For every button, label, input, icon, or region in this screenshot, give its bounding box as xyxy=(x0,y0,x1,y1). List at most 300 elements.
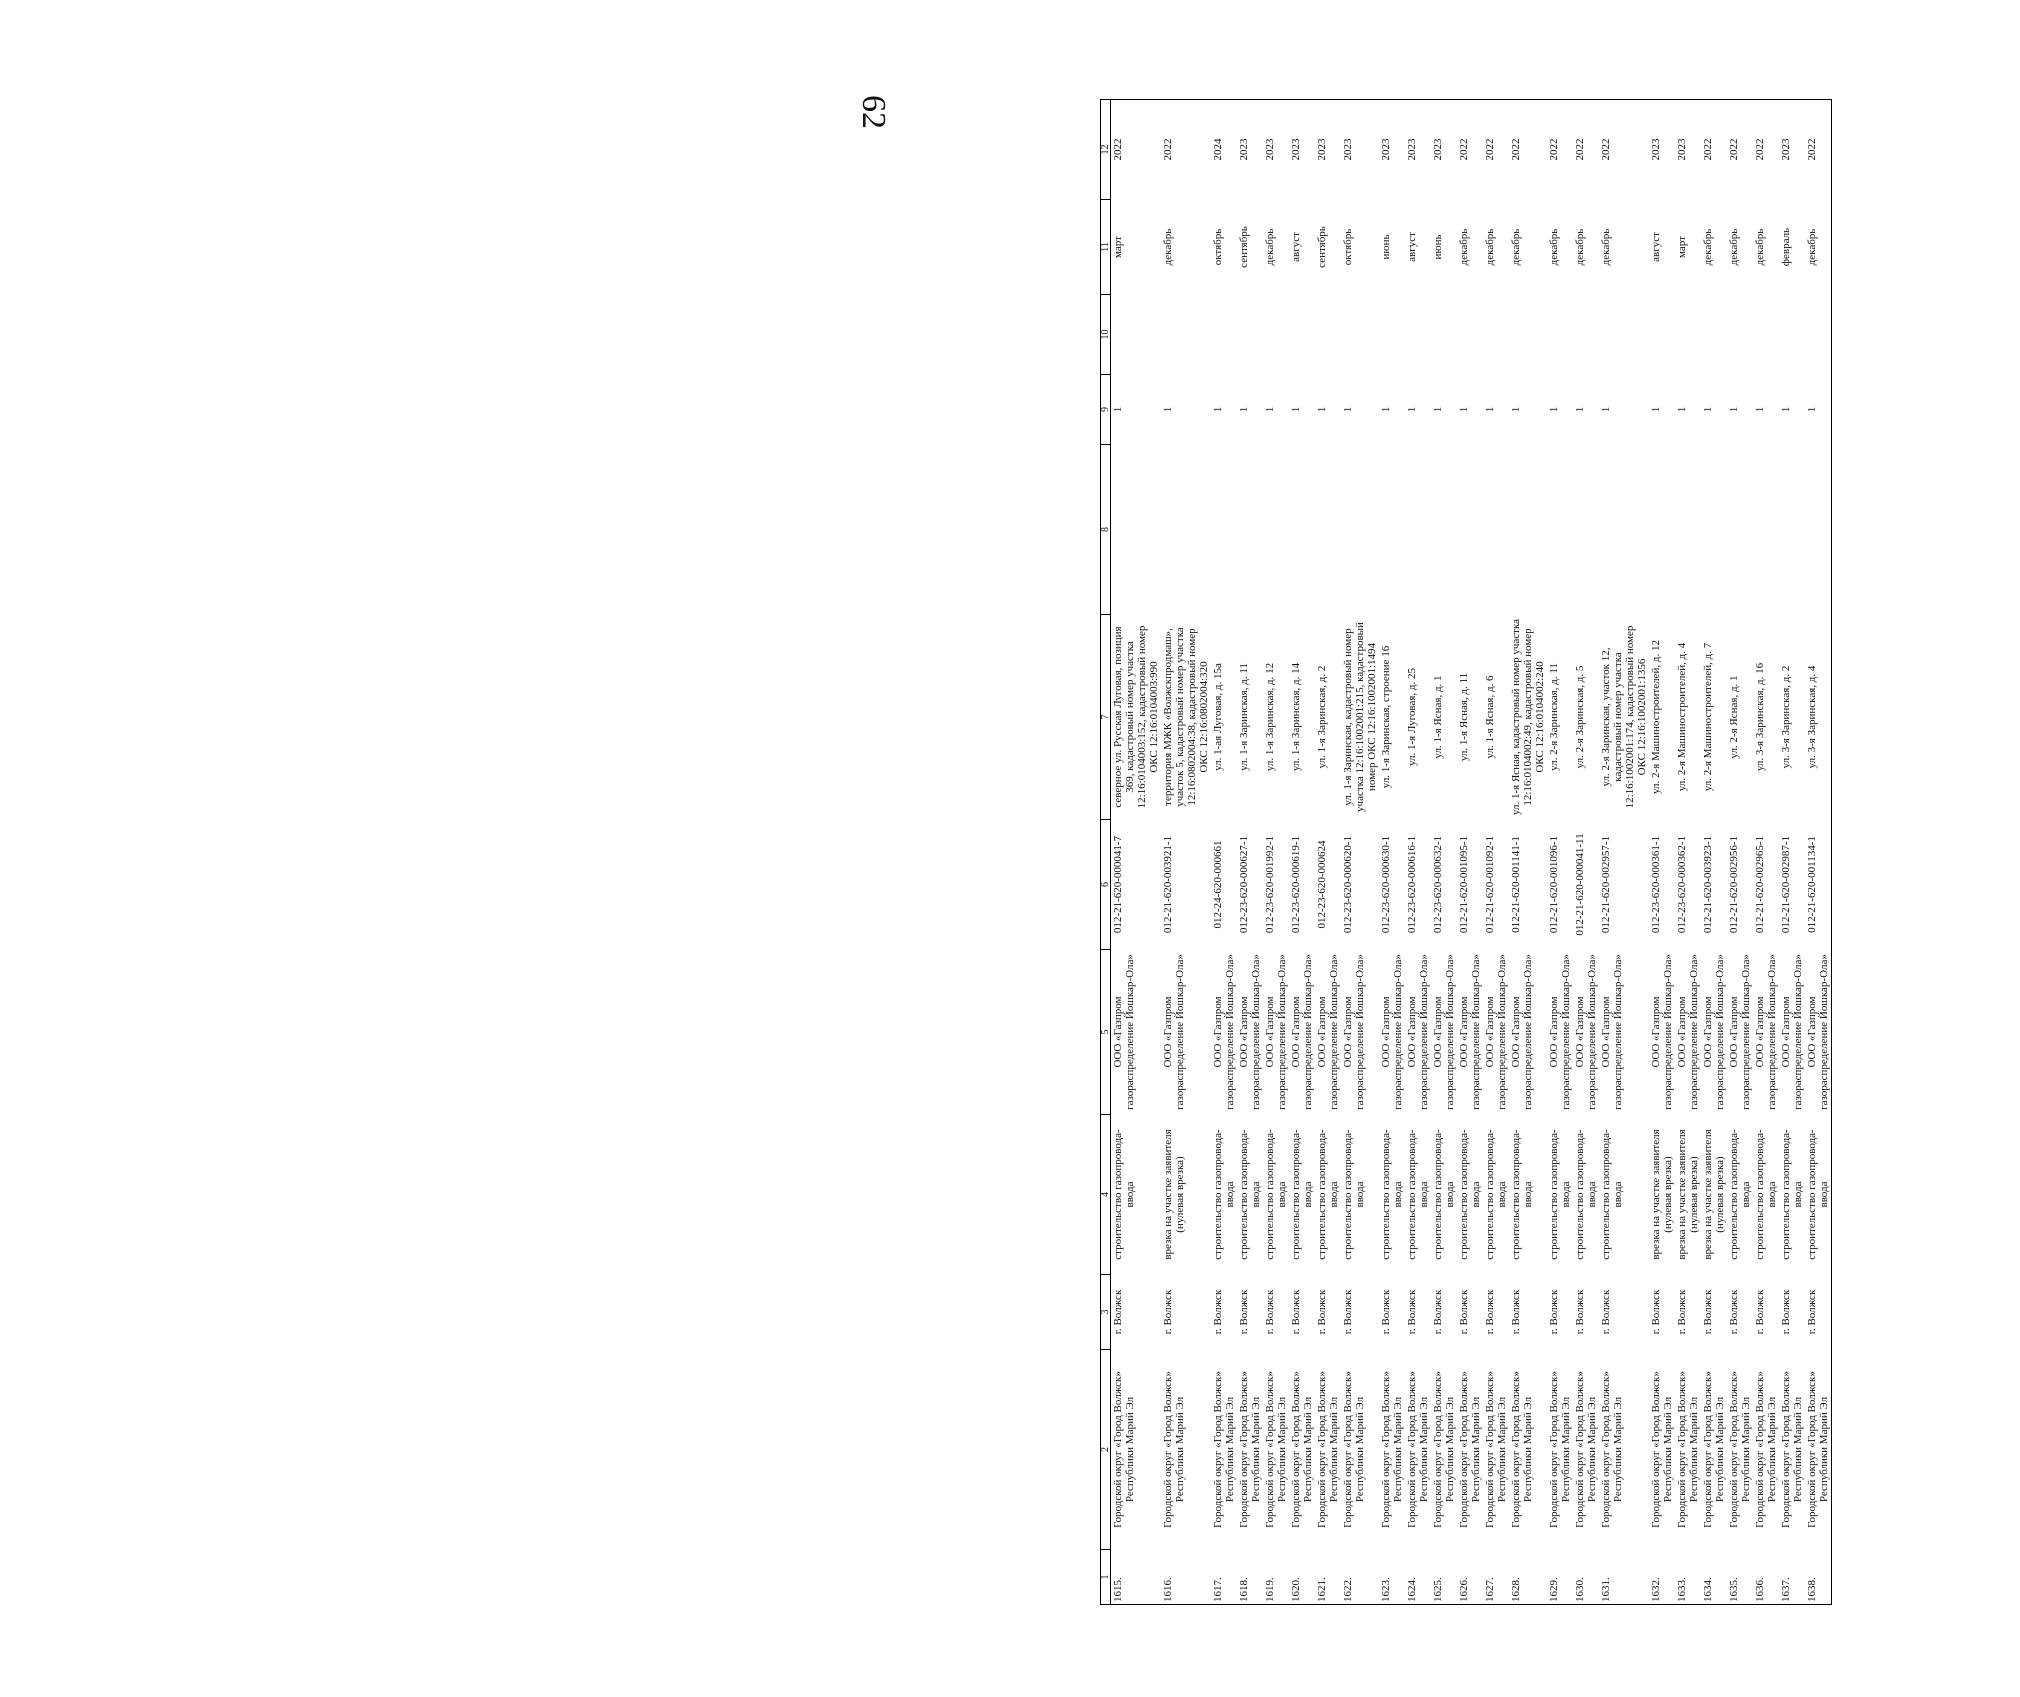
year: 2022 xyxy=(1457,100,1483,200)
col-8 xyxy=(1779,445,1805,615)
month: август xyxy=(1650,232,1662,262)
row-number: 1616. xyxy=(1161,1550,1211,1605)
address: ул. 1-ая Луговая, д. 15а xyxy=(1212,663,1224,771)
request-code: 012-23-620-000624 xyxy=(1316,840,1328,929)
city: г. Волжск xyxy=(1264,1289,1276,1335)
request-code: 012-21-620-002965-1 xyxy=(1754,835,1766,934)
work-type: строительство газопровода-ввода xyxy=(1484,1129,1508,1260)
company-name: ООО «Газпром газораспределение Йошкар-Ола» xyxy=(1676,954,1700,1110)
city: г. Волжск xyxy=(1290,1289,1302,1335)
col-8 xyxy=(1111,445,1162,615)
col-8 xyxy=(1753,445,1779,615)
company-name: ООО «Газпром газораспределение Йошкар-Ола» xyxy=(1600,954,1624,1110)
year: 2022 xyxy=(1727,100,1753,200)
col-8 xyxy=(1263,445,1289,615)
city: г. Волжск xyxy=(1342,1289,1354,1335)
year: 2022 xyxy=(1701,100,1727,200)
request-code: 012-21-620-001141-1 xyxy=(1510,836,1522,933)
company-name: ООО «Газпром газораспределение Йошкар-Ола» xyxy=(1754,954,1778,1110)
request-code: 012-21-620-001095-1 xyxy=(1458,835,1470,934)
address: ул. 1-я Заринская, д. 14 xyxy=(1290,662,1302,772)
col-8 xyxy=(1675,445,1701,615)
col-10 xyxy=(1405,295,1431,375)
company-name: ООО «Газпром газораспределение Йошкар-Ола» xyxy=(1238,954,1262,1110)
quantity: 1 xyxy=(1676,406,1688,413)
col-8 xyxy=(1211,445,1237,615)
quantity: 1 xyxy=(1650,406,1662,413)
work-type: строительство газопровода-ввода xyxy=(1548,1129,1572,1260)
work-type: строительство газопровода-ввода xyxy=(1574,1129,1598,1260)
work-type: строительство газопровода-ввода xyxy=(1780,1129,1804,1260)
quantity: 1 xyxy=(1112,406,1124,413)
year: 2022 xyxy=(1805,100,1832,200)
company-name: ООО «Газпром газораспределение Йошкар-Ола» xyxy=(1780,954,1804,1110)
col-8 xyxy=(1701,445,1727,615)
quantity: 1 xyxy=(1406,406,1418,413)
municipality: Городской округ «Город Волжск» Республики Марий Эл xyxy=(1484,1371,1508,1528)
request-code: 012-21-620-002956-1 xyxy=(1728,835,1740,934)
row-number: 1626. xyxy=(1457,1550,1483,1605)
col-header-8: 8 xyxy=(1101,445,1111,615)
address: ул. 2-я Заринская, д. 5 xyxy=(1574,665,1586,769)
table-row xyxy=(1483,100,1509,1605)
city: г. Волжск xyxy=(1805,1275,1832,1350)
month: декабрь xyxy=(1548,228,1560,266)
col-10 xyxy=(1431,295,1457,375)
address: ул. 3-я Заринская, д. 16 xyxy=(1754,662,1766,772)
month: декабрь xyxy=(1702,228,1714,266)
work-type: строительство газопровода-ввода xyxy=(1458,1129,1482,1260)
table-row xyxy=(1779,100,1805,1605)
col-10 xyxy=(1161,295,1211,375)
table-row xyxy=(1805,100,1832,1605)
year: 2022 xyxy=(1509,100,1547,200)
month: октябрь xyxy=(1212,228,1224,266)
month: март xyxy=(1676,236,1688,258)
year: 2022 xyxy=(1573,100,1599,200)
col-8 xyxy=(1805,445,1832,615)
col-header-10: 10 xyxy=(1101,295,1111,375)
address: ул. 3-я Заринская, д. 4 xyxy=(1805,615,1832,820)
request-code: 012-21-620-003923-1 xyxy=(1702,835,1714,934)
year: 2022 xyxy=(1111,100,1162,200)
month: декабрь xyxy=(1754,228,1766,266)
municipality: Городской округ «Город Волжск» Республики Марий Эл xyxy=(1780,1371,1804,1528)
month: декабрь xyxy=(1264,228,1276,266)
table-row xyxy=(1753,100,1779,1605)
col-8 xyxy=(1289,445,1315,615)
col-10 xyxy=(1111,295,1162,375)
city: г. Волжск xyxy=(1510,1289,1522,1335)
quantity: 1 xyxy=(1484,406,1496,413)
municipality: Городской округ «Город Волжск» Республики Марий Эл xyxy=(1754,1371,1778,1528)
work-type: строительство газопровода-ввода xyxy=(1754,1129,1778,1260)
col-8 xyxy=(1573,445,1599,615)
address: ул. 1-я Луговая, д. 25 xyxy=(1406,668,1418,766)
address: северное ул. Русская Луговая, позиция 369, кадастровый номер участка 12:16:0104003:152, кадастровый номер ОКС 12:16:0104003:990 xyxy=(1112,625,1160,809)
col-10 xyxy=(1263,295,1289,375)
quantity: 1 xyxy=(1510,406,1522,413)
col-8 xyxy=(1341,445,1379,615)
municipality: Городской округ «Город Волжск» Республики Марий Эл xyxy=(1548,1371,1572,1528)
year: 2023 xyxy=(1289,100,1315,200)
col-10 xyxy=(1509,295,1547,375)
table-row xyxy=(1547,100,1573,1605)
municipality: Городской округ «Город Волжск» Республики Марий Эл xyxy=(1290,1371,1314,1528)
row-number: 1618. xyxy=(1237,1550,1263,1605)
request-code: 012-23-620-000630-1 xyxy=(1380,835,1392,934)
quantity: 1 xyxy=(1548,406,1560,413)
city: г. Волжск xyxy=(1600,1289,1612,1335)
row-number: 1630. xyxy=(1573,1550,1599,1605)
company-name: ООО «Газпром газораспределение Йошкар-Ола» xyxy=(1650,954,1674,1110)
month: декабрь xyxy=(1600,228,1612,266)
row-number: 1634. xyxy=(1701,1550,1727,1605)
year: 2023 xyxy=(1649,100,1675,200)
year: 2022 xyxy=(1753,100,1779,200)
year: 2023 xyxy=(1431,100,1457,200)
request-code: 012-21-620-003921-1 xyxy=(1162,835,1174,934)
col-10 xyxy=(1753,295,1779,375)
city: г. Волжск xyxy=(1162,1289,1174,1335)
table-row xyxy=(1341,100,1379,1605)
address: ул. 3-я Заринская, д. 2 xyxy=(1780,665,1792,769)
city: г. Волжск xyxy=(1574,1289,1586,1335)
table-row xyxy=(1701,100,1727,1605)
city: г. Волжск xyxy=(1238,1289,1250,1335)
request-code: 012-23-620-000619-1 xyxy=(1290,835,1302,934)
quantity: 1 xyxy=(1702,406,1714,413)
table-row xyxy=(1111,100,1162,1605)
row-number: 1629. xyxy=(1547,1550,1573,1605)
month: октябрь xyxy=(1342,228,1354,266)
quantity: 1 xyxy=(1264,406,1276,413)
month: сентябрь xyxy=(1238,226,1250,268)
quantity: 1 xyxy=(1342,406,1354,413)
col-10 xyxy=(1457,295,1483,375)
company-name: ООО «Газпром газораспределение Йошкар-Ола» xyxy=(1112,954,1136,1110)
city: г. Волжск xyxy=(1432,1289,1444,1335)
row-number: 1620. xyxy=(1289,1550,1315,1605)
column-number-row xyxy=(1101,100,1111,1605)
year: 2023 xyxy=(1779,100,1805,200)
quantity: 1 xyxy=(1458,406,1470,413)
month: декабрь xyxy=(1728,228,1740,266)
col-10 xyxy=(1599,295,1649,375)
row-number: 1619. xyxy=(1263,1550,1289,1605)
city: г. Волжск xyxy=(1484,1289,1496,1335)
request-code: 012-23-620-001992-1 xyxy=(1264,835,1276,934)
company-name: ООО «Газпром газораспределение Йошкар-Ола» xyxy=(1342,954,1366,1110)
table-row xyxy=(1211,100,1237,1605)
row-number: 1621. xyxy=(1315,1550,1341,1605)
year: 2023 xyxy=(1405,100,1431,200)
municipality: Городской округ «Город Волжск» Республики Марий Эл xyxy=(1264,1371,1288,1528)
municipality: Городской округ «Город Волжск» Республики Марий Эл xyxy=(1574,1371,1598,1528)
request-code: 012-21-620-000041-7 xyxy=(1112,835,1124,934)
company-name: ООО «Газпром газораспределение Йошкар-Ола» xyxy=(1805,950,1832,1115)
company-name: ООО «Газпром газораспределение Йошкар-Ола» xyxy=(1458,954,1482,1110)
col-header-6: 6 xyxy=(1101,820,1111,950)
company-name: ООО «Газпром газораспределение Йошкар-Ола» xyxy=(1406,954,1430,1110)
company-name: ООО «Газпром газораспределение Йошкар-Ола» xyxy=(1212,954,1236,1110)
col-header-5: 5 xyxy=(1101,950,1111,1115)
row-number: 1631. xyxy=(1599,1550,1649,1605)
request-code: 012-21-620-001092-1 xyxy=(1484,835,1496,934)
table-row xyxy=(1289,100,1315,1605)
municipality: Городской округ «Город Волжск» Республики Марий Эл xyxy=(1432,1371,1456,1528)
col-8 xyxy=(1599,445,1649,615)
work-type: строительство газопровода-ввода xyxy=(1316,1129,1340,1260)
work-type: строительство газопровода-ввода xyxy=(1805,1115,1832,1275)
col-10 xyxy=(1341,295,1379,375)
address: ул. 1-я Заринская, д. 11 xyxy=(1238,663,1250,771)
col-10 xyxy=(1573,295,1599,375)
municipality: Городской округ «Город Волжск» Республики Марий Эл xyxy=(1805,1350,1832,1550)
company-name: ООО «Газпром газораспределение Йошкар-Ола» xyxy=(1510,954,1534,1110)
work-type: строительство газопровода-ввода xyxy=(1432,1129,1456,1260)
month: март xyxy=(1112,236,1124,258)
table-row xyxy=(1161,100,1211,1605)
col-header-11: 11 xyxy=(1101,200,1111,295)
table-row xyxy=(1509,100,1547,1605)
row-number: 1633. xyxy=(1675,1550,1701,1605)
address: ул. 1-я Заринская, кадастровый номер участка 12:16:1002001:215, кадастровый номер ОКС 12:16:1002001:1494 xyxy=(1342,622,1378,812)
city: г. Волжск xyxy=(1406,1289,1418,1335)
col-header-4: 4 xyxy=(1101,1115,1111,1275)
address: ул. 1-я Заринская, д. 12 xyxy=(1264,662,1276,772)
request-code: 012-23-620-000361-1 xyxy=(1650,835,1662,934)
company-name: ООО «Газпром газораспределение Йошкар-Ола» xyxy=(1162,954,1186,1110)
row-number: 1632. xyxy=(1649,1550,1675,1605)
year: 2023 xyxy=(1263,100,1289,200)
col-header-7: 7 xyxy=(1101,615,1111,820)
row-number: 1635. xyxy=(1727,1550,1753,1605)
quantity: 1 xyxy=(1238,406,1250,413)
work-type: врезка на участке заявителя (нулевая врезка) xyxy=(1162,1129,1186,1260)
month: июнь xyxy=(1432,234,1444,260)
work-type: строительство газопровода-ввода xyxy=(1212,1129,1236,1260)
col-10 xyxy=(1675,295,1701,375)
year: 2022 xyxy=(1483,100,1509,200)
month: декабрь xyxy=(1484,228,1496,266)
table-row xyxy=(1727,100,1753,1605)
work-type: строительство газопровода-ввода xyxy=(1112,1129,1136,1260)
municipality: Городской округ «Город Волжск» Республики Марий Эл xyxy=(1510,1371,1534,1528)
city: г. Волжск xyxy=(1548,1289,1560,1335)
work-type: строительство газопровода-ввода xyxy=(1238,1129,1262,1260)
table-row xyxy=(1649,100,1675,1605)
row-number: 1623. xyxy=(1379,1550,1405,1605)
month: август xyxy=(1406,232,1418,262)
work-type: врезка на участке заявителя (нулевая врезка) xyxy=(1676,1129,1700,1260)
work-type: строительство газопровода-ввода xyxy=(1510,1129,1534,1260)
month: июнь xyxy=(1380,234,1392,260)
col-10 xyxy=(1727,295,1753,375)
year: 2023 xyxy=(1675,100,1701,200)
col-8 xyxy=(1315,445,1341,615)
quantity: 1 xyxy=(1212,406,1224,413)
city: г. Волжск xyxy=(1650,1289,1662,1335)
month: декабрь xyxy=(1574,228,1586,266)
month: декабрь xyxy=(1458,228,1470,266)
col-10 xyxy=(1701,295,1727,375)
quantity: 1 xyxy=(1316,406,1328,413)
col-8 xyxy=(1379,445,1405,615)
col-header-2: 2 xyxy=(1101,1350,1111,1550)
table-row xyxy=(1263,100,1289,1605)
page-number: 62 xyxy=(855,95,892,129)
year: 2023 xyxy=(1315,100,1341,200)
row-number: 1638. xyxy=(1805,1550,1832,1605)
col-header-9: 9 xyxy=(1101,375,1111,445)
city: г. Волжск xyxy=(1702,1289,1714,1335)
year: 2022 xyxy=(1161,100,1211,200)
request-code: 012-23-620-000627-1 xyxy=(1238,835,1250,934)
address: ул. 2-я Машиностроителей, д. 12 xyxy=(1650,640,1662,794)
quantity: 1 xyxy=(1780,406,1792,413)
city: г. Волжск xyxy=(1212,1289,1224,1335)
company-name: ООО «Газпром газораспределение Йошкар-Ола» xyxy=(1380,954,1404,1110)
table-row xyxy=(1675,100,1701,1605)
row-number: 1615. xyxy=(1111,1550,1162,1605)
table-row xyxy=(1431,100,1457,1605)
work-type: строительство газопровода-ввода xyxy=(1342,1129,1366,1260)
address: ул. 2-я Машиностроителей, д. 7 xyxy=(1702,642,1714,792)
request-code: 012-23-620-000620-1 xyxy=(1342,835,1354,934)
address: ул. 2-я Ясная, д. 1 xyxy=(1728,675,1740,759)
year: 2022 xyxy=(1599,100,1649,200)
work-type: строительство газопровода-ввода xyxy=(1264,1129,1288,1260)
row-number: 1628. xyxy=(1509,1550,1547,1605)
city: г. Волжск xyxy=(1380,1289,1392,1335)
municipality: Городской округ «Город Волжск» Республики Марий Эл xyxy=(1650,1371,1674,1528)
col-8 xyxy=(1547,445,1573,615)
municipality: Городской округ «Город Волжск» Республики Марий Эл xyxy=(1162,1371,1186,1528)
row-number: 1625. xyxy=(1431,1550,1457,1605)
city: г. Волжск xyxy=(1754,1289,1766,1335)
company-name: ООО «Газпром газораспределение Йошкар-Ола» xyxy=(1702,954,1726,1110)
request-code: 012-21-620-002957-1 xyxy=(1600,835,1612,934)
quantity: 1 xyxy=(1432,406,1444,413)
col-8 xyxy=(1237,445,1263,615)
company-name: ООО «Газпром газораспределение Йошкар-Ола» xyxy=(1484,954,1508,1110)
municipality: Городской округ «Город Волжск» Республики Марий Эл xyxy=(1238,1371,1262,1528)
city: г. Волжск xyxy=(1316,1289,1328,1335)
col-8 xyxy=(1405,445,1431,615)
company-name: ООО «Газпром газораспределение Йошкар-Ола» xyxy=(1728,954,1752,1110)
col-10 xyxy=(1779,295,1805,375)
month: август xyxy=(1290,232,1302,262)
company-name: ООО «Газпром газораспределение Йошкар-Ола» xyxy=(1290,954,1314,1110)
col-10 xyxy=(1547,295,1573,375)
work-type: строительство газопровода-ввода xyxy=(1290,1129,1314,1260)
request-code: 012-23-620-000362-1 xyxy=(1676,835,1688,934)
quantity: 1 xyxy=(1290,406,1302,413)
month: декабрь xyxy=(1510,228,1522,266)
table-row xyxy=(1573,100,1599,1605)
address: ул. 2-я Заринская, участок 12, кадастровый номер участка 12:16:1002001:174, кадастровый номер ОКС 12:16:1002001:1356 xyxy=(1600,625,1648,809)
row-number: 1637. xyxy=(1779,1550,1805,1605)
col-8 xyxy=(1649,445,1675,615)
municipality: Городской округ «Город Волжск» Республики Марий Эл xyxy=(1380,1371,1404,1528)
company-name: ООО «Газпром газораспределение Йошкар-Ола» xyxy=(1316,954,1340,1110)
municipality: Городской округ «Город Волжск» Республики Марий Эл xyxy=(1316,1371,1340,1528)
city: г. Волжск xyxy=(1780,1289,1792,1335)
request-code: 012-23-620-000632-1 xyxy=(1432,835,1444,934)
col-10 xyxy=(1379,295,1405,375)
address: территория МЖК «Волжскпродмаш», участок 5, кадастровый номер участка 12:16:0802004:38, кадастровый номер ОКС 12:16:0802004:320 xyxy=(1162,627,1210,807)
municipality: Городской округ «Город Волжск» Республики Марий Эл xyxy=(1406,1371,1430,1528)
row-number: 1622. xyxy=(1341,1550,1379,1605)
month: декабрь xyxy=(1805,200,1832,295)
work-type: врезка на участке заявителя (нулевая врезка) xyxy=(1650,1129,1674,1260)
municipality: Городской округ «Город Волжск» Республики Марий Эл xyxy=(1458,1371,1482,1528)
col-8 xyxy=(1457,445,1483,615)
municipality: Городской округ «Город Волжск» Республики Марий Эл xyxy=(1600,1371,1624,1528)
col-10 xyxy=(1289,295,1315,375)
city: г. Волжск xyxy=(1676,1289,1688,1335)
company-name: ООО «Газпром газораспределение Йошкар-Ола» xyxy=(1432,954,1456,1110)
col-8 xyxy=(1509,445,1547,615)
address: ул. 1-я Заринская, строение 16 xyxy=(1380,645,1392,789)
city: г. Волжск xyxy=(1458,1289,1470,1335)
request-code: 012-21-620-001096-1 xyxy=(1548,835,1560,934)
col-8 xyxy=(1727,445,1753,615)
address: ул. 1-я Ясная, д. 1 xyxy=(1432,675,1444,759)
year: 2023 xyxy=(1237,100,1263,200)
col-10 xyxy=(1483,295,1509,375)
request-code: 012-23-620-000616-1 xyxy=(1406,835,1418,934)
row-number: 1624. xyxy=(1405,1550,1431,1605)
address: ул. 1-я Ясная, д. 11 xyxy=(1458,672,1470,762)
col-10 xyxy=(1211,295,1237,375)
row-number: 1636. xyxy=(1753,1550,1779,1605)
municipality: Городской округ «Город Волжск» Республики Марий Эл xyxy=(1112,1371,1136,1528)
rotated-page xyxy=(1100,100,2020,1605)
col-header-3: 3 xyxy=(1101,1275,1111,1350)
table-row xyxy=(1237,100,1263,1605)
city: г. Волжск xyxy=(1112,1289,1124,1335)
quantity: 1 xyxy=(1805,375,1832,445)
work-type: врезка на участке заявителя (нулевая врезка) xyxy=(1702,1129,1726,1260)
year: 2023 xyxy=(1341,100,1379,200)
municipality: Городской округ «Город Волжск» Республики Марий Эл xyxy=(1702,1371,1726,1528)
work-type: строительство газопровода-ввода xyxy=(1406,1129,1430,1260)
municipality: Городской округ «Город Волжск» Республики Марий Эл xyxy=(1676,1371,1700,1528)
row-number: 1627. xyxy=(1483,1550,1509,1605)
gas-pipeline-table xyxy=(1100,99,1832,1605)
col-10 xyxy=(1805,295,1832,375)
table-row xyxy=(1315,100,1341,1605)
work-type: строительство газопровода-ввода xyxy=(1600,1129,1624,1260)
address: ул. 1-я Заринская, д. 2 xyxy=(1316,665,1328,769)
company-name: ООО «Газпром газораспределение Йошкар-Ола» xyxy=(1574,954,1598,1110)
request-code: 012-21-620-000041-11 xyxy=(1574,833,1586,936)
address: ул. 1-я Ясная, кадастровый номер участка 12:16:0104002:49, кадастровый номер ОКС 12:16:0104002:240 xyxy=(1510,618,1546,816)
month: февраль xyxy=(1780,227,1792,267)
month: сентябрь xyxy=(1316,226,1328,268)
year: 2022 xyxy=(1547,100,1573,200)
address: ул. 2-я Заринская, д. 11 xyxy=(1548,663,1560,771)
col-header-12: 12 xyxy=(1101,100,1111,200)
col-8 xyxy=(1161,445,1211,615)
table-row xyxy=(1457,100,1483,1605)
col-10 xyxy=(1649,295,1675,375)
request-code: 012-21-620-001134-1 xyxy=(1805,820,1832,950)
year: 2023 xyxy=(1379,100,1405,200)
request-code: 012-24-620-000661 xyxy=(1212,840,1224,929)
